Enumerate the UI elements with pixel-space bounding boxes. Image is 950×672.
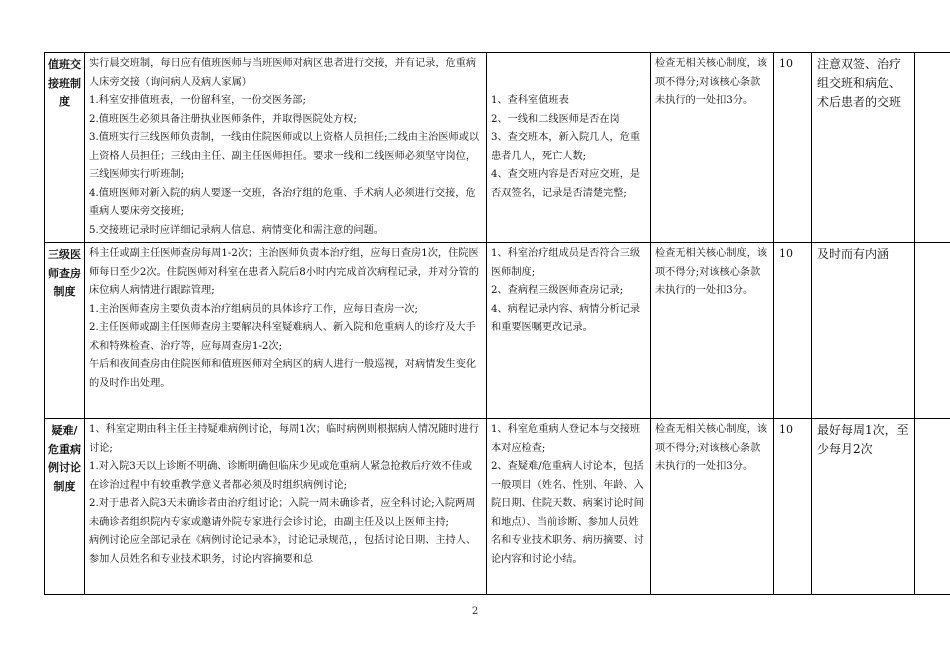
check-method	[487, 243, 651, 419]
check-item: 4、病程记录内容、病情分析记录和重要医嘱更改记录。	[491, 303, 641, 333]
check-method	[487, 53, 651, 243]
inspection-table	[44, 52, 950, 595]
remark: 最好每周1次，至少每月2次	[812, 419, 915, 595]
score-value: 10	[774, 419, 812, 595]
content-paragraph: 1.主治医师查房主要负责本治疗组病员的具体诊疗工作，应每日查房一次;	[89, 303, 418, 315]
empty-cell	[915, 243, 950, 419]
content-paragraph: 2.值班医生必须具备注册执业医师条件，并取得医院处方权;	[89, 113, 357, 125]
empty-cell	[915, 53, 950, 243]
system-content	[85, 243, 487, 419]
content-paragraph: 4.值班医师对新入院的病人要逐一交班，各治疗组的危重、手术病人必须进行交接，危重病人要床旁交接班;	[89, 187, 476, 217]
check-item: 3、查交班本，新入院几人，危重患者几人，死亡人数;	[491, 132, 641, 162]
content-paragraph: 5.交接班记录时应详细记录病人信息、病情变化和需注意的问题。	[89, 224, 384, 236]
scoring-rule: 检查无相关核心制度，该项不得分;对该核心条款未执行的一处扣3分。	[651, 243, 774, 419]
check-item: 2、查疑难/危重病人讨论本，包括一般项目（姓名、性别、年龄、入院日期、住院天数、病案讨论时间和地点）、当前诊断、参加人员姓名和专业技术职务、病历摘要、讨论内容和讨论小结。	[491, 461, 644, 565]
scoring-rule: 检查无相关核心制度，该项不得分;对该核心条款未执行的一处扣3分。	[651, 419, 774, 595]
check-item: 2、一线和二线医师是否在岗	[491, 113, 620, 125]
content-paragraph: 3.值班实行三线医师负责制，一线由住院医师或以上资格人员担任;二线由主治医师或以上资格人员担任；三线由主任、副主任医师担任。要求一线和二线医师必须坚守岗位，三线医师实行听班制;	[89, 132, 480, 180]
content-paragraph: 1.对入院3天以上诊断不明确、诊断明确但临床少见或危重病人紧急抢救后疗效不佳或在诊治过程中有较重教学意义者都必须及时组织病例讨论;	[89, 461, 472, 491]
check-item: 4、查交班内容是否对应交班，是否双签名，记录是否清楚完整;	[491, 169, 641, 199]
table-row	[45, 419, 950, 595]
check-item: 1、查科室值班表	[491, 95, 569, 106]
content-paragraph: 2.对于患者入院3天未确诊者由治疗组讨论；入院一周未确诊者，应全科讨论;入院两周未确诊者组织院内专家或邀请外院专家进行会诊讨论，由副主任及以上医师主持;	[89, 498, 476, 528]
system-content	[85, 53, 487, 243]
scoring-rule: 检查无相关核心制度，该项不得分;对该核心条款未执行的一处扣3分。	[651, 53, 774, 243]
check-method	[487, 419, 651, 595]
table-row	[45, 53, 950, 243]
system-name: 值班交接班制度	[45, 53, 85, 243]
content-paragraph: 午后和夜间查房由住院医师和值班医师对全病区的病人进行一般巡视，对病情发生变化的及时作出处理。	[89, 359, 477, 389]
content-paragraph: 1、科室定期由科主任主持疑难病例讨论，每周1次；临时病例则根据病人情况随时进行讨论;	[89, 424, 479, 454]
check-item: 1、科室危重病人登记本与交接班本对应检查;	[491, 424, 641, 454]
content-paragraph: 实行晨交班制，每日应有值班医师与当班医师对病区患者进行交接，并有记录，危重病人床旁交接（询问病人及病人家属）	[89, 58, 477, 88]
content-paragraph: 病例讨论应全部记录在《病例讨论记录本》，讨论记录规范，，包括讨论日期、主持人、参加人员姓名和专业技术职务，讨论内容摘要和总	[89, 535, 477, 565]
content-paragraph: 2.主任医师或副主任医师查房主要解决科室疑难病人、新入院和危重病人的诊疗及大手术和特殊检查、治疗等，应每周查房1-2次;	[89, 322, 476, 352]
empty-cell	[915, 419, 950, 595]
page-number: 2	[471, 606, 479, 617]
remark: 注意双签、治疗组交班和病危、术后患者的交班	[812, 53, 915, 243]
score-value: 10	[774, 53, 812, 243]
system-name: 疑难/危重病例讨论制度	[45, 419, 85, 595]
system-name: 三级医师查房制度	[45, 243, 85, 419]
score-value: 10	[774, 243, 812, 419]
content-paragraph: 1.科室安排值班表，一份留科室，一份交医务部;	[89, 95, 306, 106]
system-content	[85, 419, 487, 595]
check-item: 1、科室治疗组成员是否符合三级医师制度;	[491, 248, 641, 278]
remark: 及时而有内涵	[812, 243, 915, 419]
table-row	[45, 243, 950, 419]
content-paragraph: 科主任或副主任医师查房每周1-2次；主治医师负责本治疗组，应每日查房1次，住院医师每日至少2次。住院医师对科室在患者入院后8小时内完成首次病程记录，并对分管的床位病人病情进行跟踪管理;	[89, 248, 479, 296]
check-item: 2、查病程三级医师查房记录;	[491, 285, 624, 296]
